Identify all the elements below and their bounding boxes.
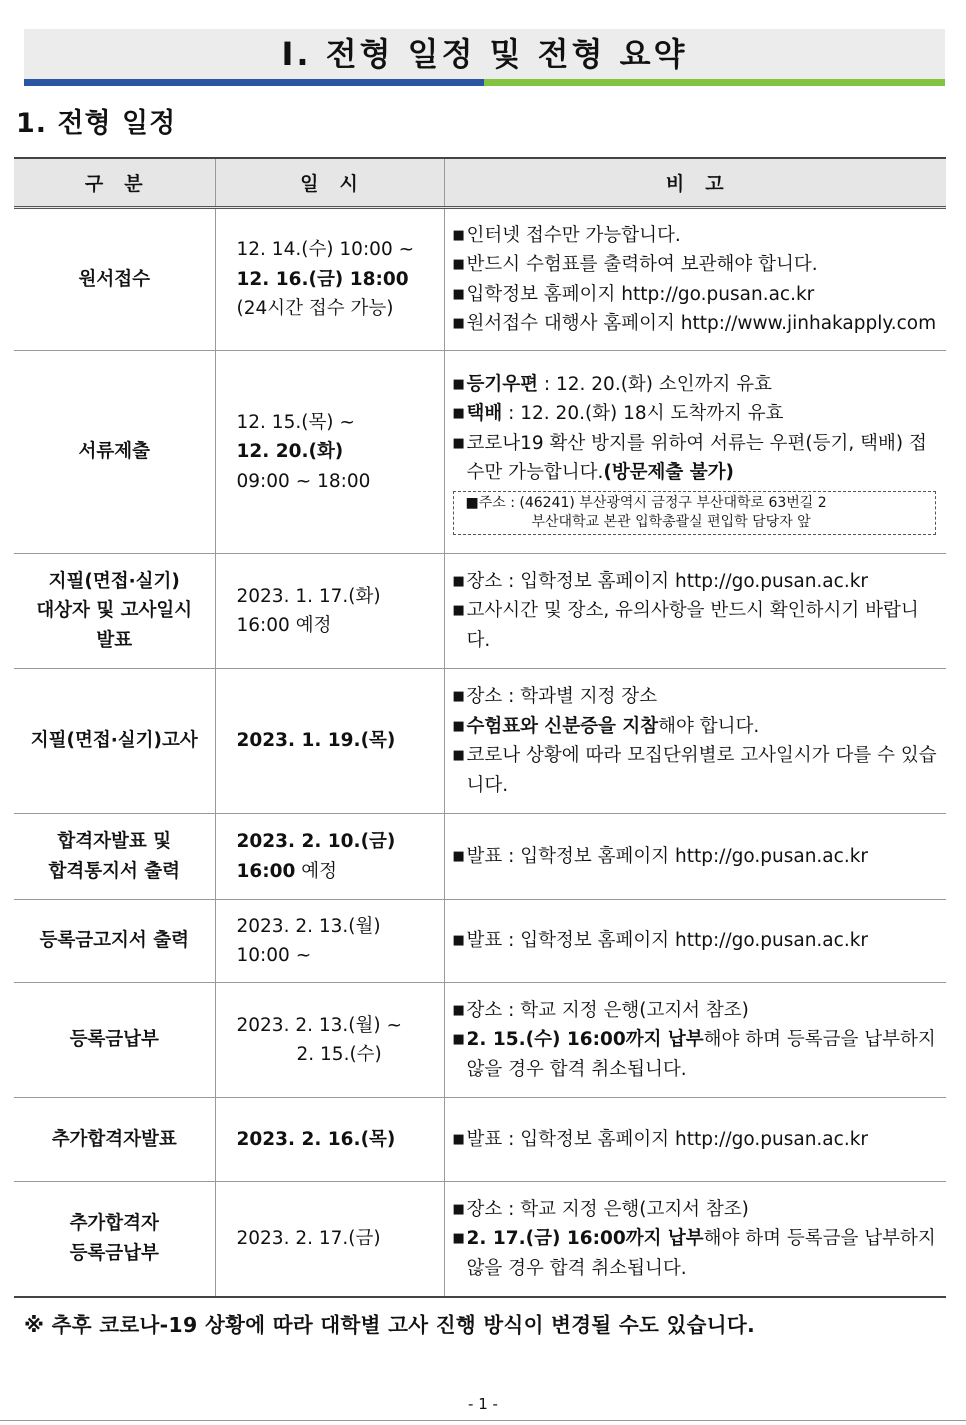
bullet-item — [453, 682, 939, 712]
bullet-item — [453, 596, 939, 655]
bullet-square-icon: ■ — [452, 1032, 465, 1048]
date-line: 16:00 예정 — [236, 615, 332, 636]
date-line: 2023. 2. 16.(목) — [236, 1128, 396, 1150]
table-row — [14, 814, 946, 900]
row-datetime — [215, 1182, 444, 1297]
bullet-text — [467, 682, 939, 712]
bullet-text-part: 해야 하며 등록금을 납부하지 않을 경우 합격 취소됩니다. — [466, 1228, 936, 1279]
row-datetime — [215, 351, 444, 554]
bullet-text — [467, 1195, 939, 1225]
bullet-text-part: 반드시 수험표를 출력하여 보관해야 합니다. — [466, 254, 818, 275]
bullet-text-part: : 12. 20.(화) 18시 도착까지 유효 — [502, 403, 784, 424]
bullet-item — [453, 1224, 939, 1283]
date-line: 12. 16.(금) 18:00 — [236, 268, 409, 290]
bullet-text — [467, 399, 939, 429]
bullet-text — [467, 429, 939, 488]
row-datetime — [215, 669, 444, 814]
table-row — [14, 983, 946, 1098]
bullet-text-part: 인터넷 접수만 가능합니다. — [466, 224, 681, 246]
bullet-text-part: 코로나19 확산 방지를 위하여 서류는 우편(등기, 택배) 접수만 가능합니다. — [466, 432, 927, 483]
row-category — [14, 669, 215, 814]
row-category — [14, 554, 215, 669]
row-category — [14, 1182, 215, 1297]
chapter-banner — [24, 29, 945, 79]
category-line: 합격통지서 출력 — [48, 860, 181, 882]
table-row — [14, 208, 946, 351]
address-text: 주소 : (46241) 부산광역시 금정구 부산대학로 63번길 2 — [478, 494, 827, 511]
date-line: 12. 20.(화) — [236, 441, 344, 463]
bullet-item — [453, 926, 939, 956]
table-row — [14, 900, 946, 983]
bullet-item — [453, 280, 939, 310]
bullet-text-part: 장소 : 학교 지정 은행(고지서 참조) — [466, 999, 749, 1021]
table-row — [14, 554, 946, 669]
address-line-2: 부산대학교 본관 입학총괄실 편입학 담당자 앞 — [531, 513, 811, 530]
row-remarks — [444, 1098, 946, 1182]
bullet-text-part: 장소 : 학교 지정 은행(고지서 참조) — [466, 1198, 749, 1220]
schedule-table — [14, 157, 946, 1298]
bullet-square-icon: ■ — [452, 227, 465, 243]
date-line: 12. 14.(수) 10:00 ~ — [236, 239, 415, 261]
bullet-square-icon: ■ — [452, 718, 465, 734]
category-line: 합격자발표 및 — [57, 831, 172, 852]
address-box — [453, 491, 937, 535]
bullet-text-part: 장소 : 학과별 지정 장소 — [466, 686, 658, 707]
bullet-text-part: 발표 : 입학정보 홈페이지 http://go.pusan.ac.kr — [466, 1128, 869, 1150]
bullet-text — [467, 567, 939, 597]
bullet-text — [467, 596, 939, 655]
date-line: 2023. 1. 17.(화) — [236, 585, 381, 607]
bullet-item — [453, 567, 939, 597]
row-datetime — [215, 554, 444, 669]
bullet-text-part: 택배 — [466, 403, 503, 424]
row-datetime — [215, 208, 444, 351]
bullet-text-part: 발표 : 입학정보 홈페이지 http://go.pusan.ac.kr — [466, 930, 869, 952]
bullet-item — [453, 1125, 939, 1155]
bullet-square-icon: ■ — [452, 257, 465, 272]
category-line: 등록금고지서 출력 — [39, 930, 189, 952]
row-category — [14, 983, 215, 1098]
bullet-item — [453, 712, 939, 742]
bullet-square-icon: ■ — [452, 573, 465, 589]
table-row — [14, 1182, 946, 1297]
table-header-row — [14, 158, 946, 208]
bullet-text-part: 등기우편 — [466, 373, 538, 395]
page-number: - 1 - — [468, 1395, 498, 1413]
header-remarks: 비 고 — [444, 158, 946, 208]
bullet-text — [467, 280, 939, 310]
footnote: ※ 추후 코로나-19 상황에 따라 대학별 고사 진행 방식이 변경될 수도 있습니다. — [24, 1313, 756, 1337]
row-category — [14, 814, 215, 900]
bullet-square-icon: ■ — [452, 376, 465, 392]
bullet-text-part: 2. 17.(금) 16:00까지 납부 — [466, 1228, 704, 1249]
bullet-text-part: 고사시간 및 장소, 유의사항을 반드시 확인하시기 바랍니다. — [466, 600, 919, 651]
bullet-item — [453, 429, 939, 488]
bullet-text — [467, 1125, 939, 1155]
bullet-item — [453, 1195, 939, 1225]
bullet-text-part: (방문제출 불가) — [603, 462, 734, 483]
bullet-item — [453, 221, 939, 251]
date-line: 2023. 2. 13.(월) ~ — [236, 1014, 402, 1036]
bullet-item — [453, 370, 939, 400]
row-category — [14, 351, 215, 554]
bullet-square-icon: ■ — [452, 435, 465, 451]
date-line: 2023. 2. 13.(월) — [236, 915, 381, 937]
page-bottom-rule — [0, 1420, 966, 1421]
bullet-item — [453, 309, 939, 339]
bullet-item — [453, 399, 939, 429]
bullet-text-part: 입학정보 홈페이지 http://go.pusan.ac.kr — [466, 283, 815, 305]
banner-underline-green — [484, 79, 945, 86]
bullet-text-part: 원서접수 대행사 홈페이지 http://www.jinhakapply.com — [466, 313, 937, 334]
category-line: 지필(면접·실기) — [48, 570, 180, 592]
bullet-square-icon: ■ — [452, 1201, 465, 1217]
row-remarks — [444, 983, 946, 1098]
row-datetime — [215, 1098, 444, 1182]
row-remarks — [444, 1182, 946, 1297]
category-line: 지필(면접·실기)고사 — [30, 730, 198, 752]
bullet-text-part: 수험표와 신분증을 지참 — [466, 715, 659, 737]
bullet-square-icon: ■ — [452, 286, 465, 302]
bullet-item — [453, 842, 939, 872]
date-line: (24시간 접수 가능) — [236, 298, 394, 320]
bullet-text-part: : 12. 20.(화) 소인까지 유효 — [537, 373, 772, 395]
date-line: 2023. 2. 10.(금) — [236, 831, 396, 852]
banner-underline-blue — [24, 79, 484, 86]
row-remarks — [444, 554, 946, 669]
bullet-text — [467, 996, 939, 1026]
header-datetime: 일 시 — [215, 158, 444, 208]
bullet-text — [467, 741, 939, 800]
bullet-square-icon: ■ — [452, 933, 465, 949]
category-line: 등록금납부 — [69, 1242, 159, 1264]
category-line: 등록금납부 — [69, 1029, 159, 1051]
bullet-text-part: 해야 합니다. — [658, 715, 760, 737]
bullet-square-icon: ■ — [452, 406, 465, 421]
bullet-text-part: 2. 15.(수) 16:00까지 납부 — [466, 1029, 704, 1051]
bullet-text — [467, 842, 939, 872]
bullet-square-icon: ■ — [452, 848, 465, 864]
row-datetime — [215, 900, 444, 983]
section-title: 1. 전형 일정 — [16, 108, 177, 139]
table-row — [14, 1098, 946, 1182]
bullet-text — [467, 309, 939, 339]
category-line: 발표 — [96, 629, 133, 651]
row-category — [14, 900, 215, 983]
date-line: 09:00 ~ 18:00 — [236, 470, 371, 492]
row-remarks — [444, 208, 946, 351]
date-line: 2023. 2. 17.(금) — [236, 1228, 381, 1249]
date-line: 2023. 1. 19.(목) — [236, 730, 396, 752]
bullet-text — [467, 250, 939, 280]
row-datetime — [215, 983, 444, 1098]
bullet-text — [467, 370, 939, 400]
bullet-text-part: 장소 : 입학정보 홈페이지 http://go.pusan.ac.kr — [466, 570, 869, 592]
bullet-text — [467, 926, 939, 956]
bullet-text-part: 발표 : 입학정보 홈페이지 http://go.pusan.ac.kr — [466, 845, 869, 867]
row-category — [14, 1098, 215, 1182]
date-line-part: 예정 — [295, 860, 338, 882]
header-category: 구 분 — [14, 158, 215, 208]
bullet-square-icon: ■ — [452, 1002, 465, 1018]
bullet-item — [453, 996, 939, 1026]
bullet-text — [467, 1025, 939, 1084]
row-remarks — [444, 669, 946, 814]
category-line: 대상자 및 고사일시 — [36, 600, 193, 622]
address-line — [466, 494, 928, 513]
row-remarks — [444, 814, 946, 900]
bullet-square-icon: ■ — [452, 748, 465, 763]
bullet-square-icon: ■ — [452, 316, 465, 331]
table-row — [14, 669, 946, 814]
bullet-text-part: 코로나 상황에 따라 모집단위별로 고사일시가 다를 수 있습니다. — [466, 745, 937, 796]
bullet-square-icon: ■ — [452, 1131, 465, 1147]
bullet-text — [467, 712, 939, 742]
bullet-text — [467, 1224, 939, 1283]
bullet-item — [453, 250, 939, 280]
date-line-part: 16:00 — [236, 860, 296, 882]
row-datetime — [215, 814, 444, 900]
date-line: 2. 15.(수) — [296, 1044, 382, 1065]
category-line: 추가합격자발표 — [51, 1128, 177, 1150]
table-row — [14, 351, 946, 554]
bullet-item — [453, 741, 939, 800]
chapter-title: Ⅰ. 전형 일정 및 전형 요약 — [281, 35, 688, 73]
bullet-text-part: 해야 하며 등록금을 납부하지 않을 경우 합격 취소됩니다. — [466, 1029, 936, 1080]
category-line: 서류제출 — [78, 441, 150, 463]
bullet-square-icon: ■ — [452, 689, 465, 704]
category-line: 원서접수 — [78, 268, 150, 290]
date-line — [237, 857, 443, 887]
bullet-item — [453, 1025, 939, 1084]
row-remarks — [444, 351, 946, 554]
category-line: 추가합격자 — [69, 1213, 159, 1235]
bullet-square-icon: ■ — [465, 494, 479, 511]
row-remarks — [444, 900, 946, 983]
bullet-square-icon: ■ — [452, 1231, 465, 1246]
date-line: 12. 15.(목) ~ — [236, 411, 355, 433]
date-line: 10:00 ~ — [236, 945, 312, 966]
bullet-square-icon: ■ — [452, 603, 465, 619]
row-category — [14, 208, 215, 351]
bullet-text — [467, 221, 939, 251]
